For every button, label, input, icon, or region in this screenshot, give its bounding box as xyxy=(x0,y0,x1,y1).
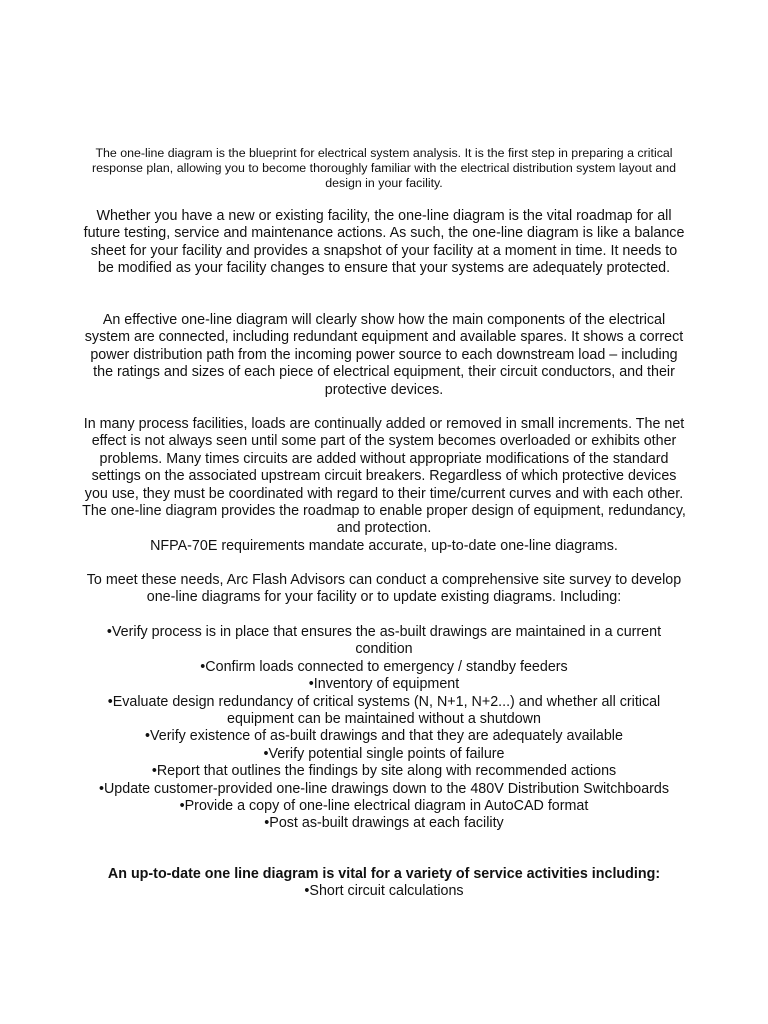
service-activities-heading: An up-to-date one line diagram is vital for a variety of service activities including: xyxy=(107,866,661,882)
intro-paragraph: The one-line diagram is the blueprint for electrical system analysis. It is the first step in preparing a critical response plan, allowing you to become thoroughly familiar with the electrical distribution system layout and design in your facility. xyxy=(91,146,677,191)
list-item: •Post as-built drawings at each facility xyxy=(264,815,504,832)
list-item: •Verify existence of as-built drawings and that they are adequately available xyxy=(145,728,623,745)
list-item: •Confirm loads connected to emergency / standby feeders xyxy=(200,658,568,675)
nfpa-requirement-line: NFPA-70E requirements mandate accurate, up-to-date one-line diagrams. xyxy=(150,537,618,554)
paragraph-effective-diagram: An effective one-line diagram will clearly show how the main components of the electrical system are connected, including redundant equipment and available spares. It shows a correct power distribution path from the incoming power source to each downstream load – including the ratings and sizes of each piece of electrical equipment, their circuit conductors, and their protective devices. xyxy=(84,312,684,398)
list-item: •Report that outlines the findings by site along with recommended actions xyxy=(151,763,617,780)
list-item: •Evaluate design redundancy of critical systems (N, N+1, N+2...) and whether all critical equipment can be maintained without a shutdown xyxy=(107,693,661,728)
paragraph-process-facilities xyxy=(82,416,686,555)
paragraph-site-survey: To meet these needs, Arc Flash Advisors can conduct a comprehensive site survey to develop one-line diagrams for your facility or to update existing diagrams. Including: xyxy=(86,572,682,606)
list-item: •Verify process is in place that ensures the as-built drawings are maintained in a current condition xyxy=(106,624,662,658)
list-item: •Update customer-provided one-line drawings down to the 480V Distribution Switchboards xyxy=(98,780,670,797)
survey-items-list xyxy=(82,624,686,833)
paragraph-process-facilities-main: In many process facilities, loads are continually added or removed in small increments. The net effect is not always seen until some part of the system becomes overloaded or exhibits other problems. Many times circuits are added without appropriate modifications of the standard settings on the associated upstream circuit breakers. Regardless of which protective devices you use, they must be coordinated with regard to their time/current curves and with each other. The one-line diagram provides the roadmap to enable proper design of equipment, redundancy, and protection. xyxy=(82,416,686,537)
paragraph-roadmap: Whether you have a new or existing facility, the one-line diagram is the vital roadmap for all future testing, service and maintenance actions. As such, the one-line diagram is like a balance sheet for your facility and provides a snapshot of your facility at a moment in time. It needs to be modified as your facility changes to ensure that your systems are adequately protected. xyxy=(83,208,685,277)
list-item: •Provide a copy of one-line electrical diagram in AutoCAD format xyxy=(179,798,589,815)
list-item: •Inventory of equipment xyxy=(308,676,460,693)
list-item: •Verify potential single points of failure xyxy=(263,745,505,762)
list-item: •Short circuit calculations xyxy=(304,883,464,899)
service-items-list xyxy=(82,883,686,900)
